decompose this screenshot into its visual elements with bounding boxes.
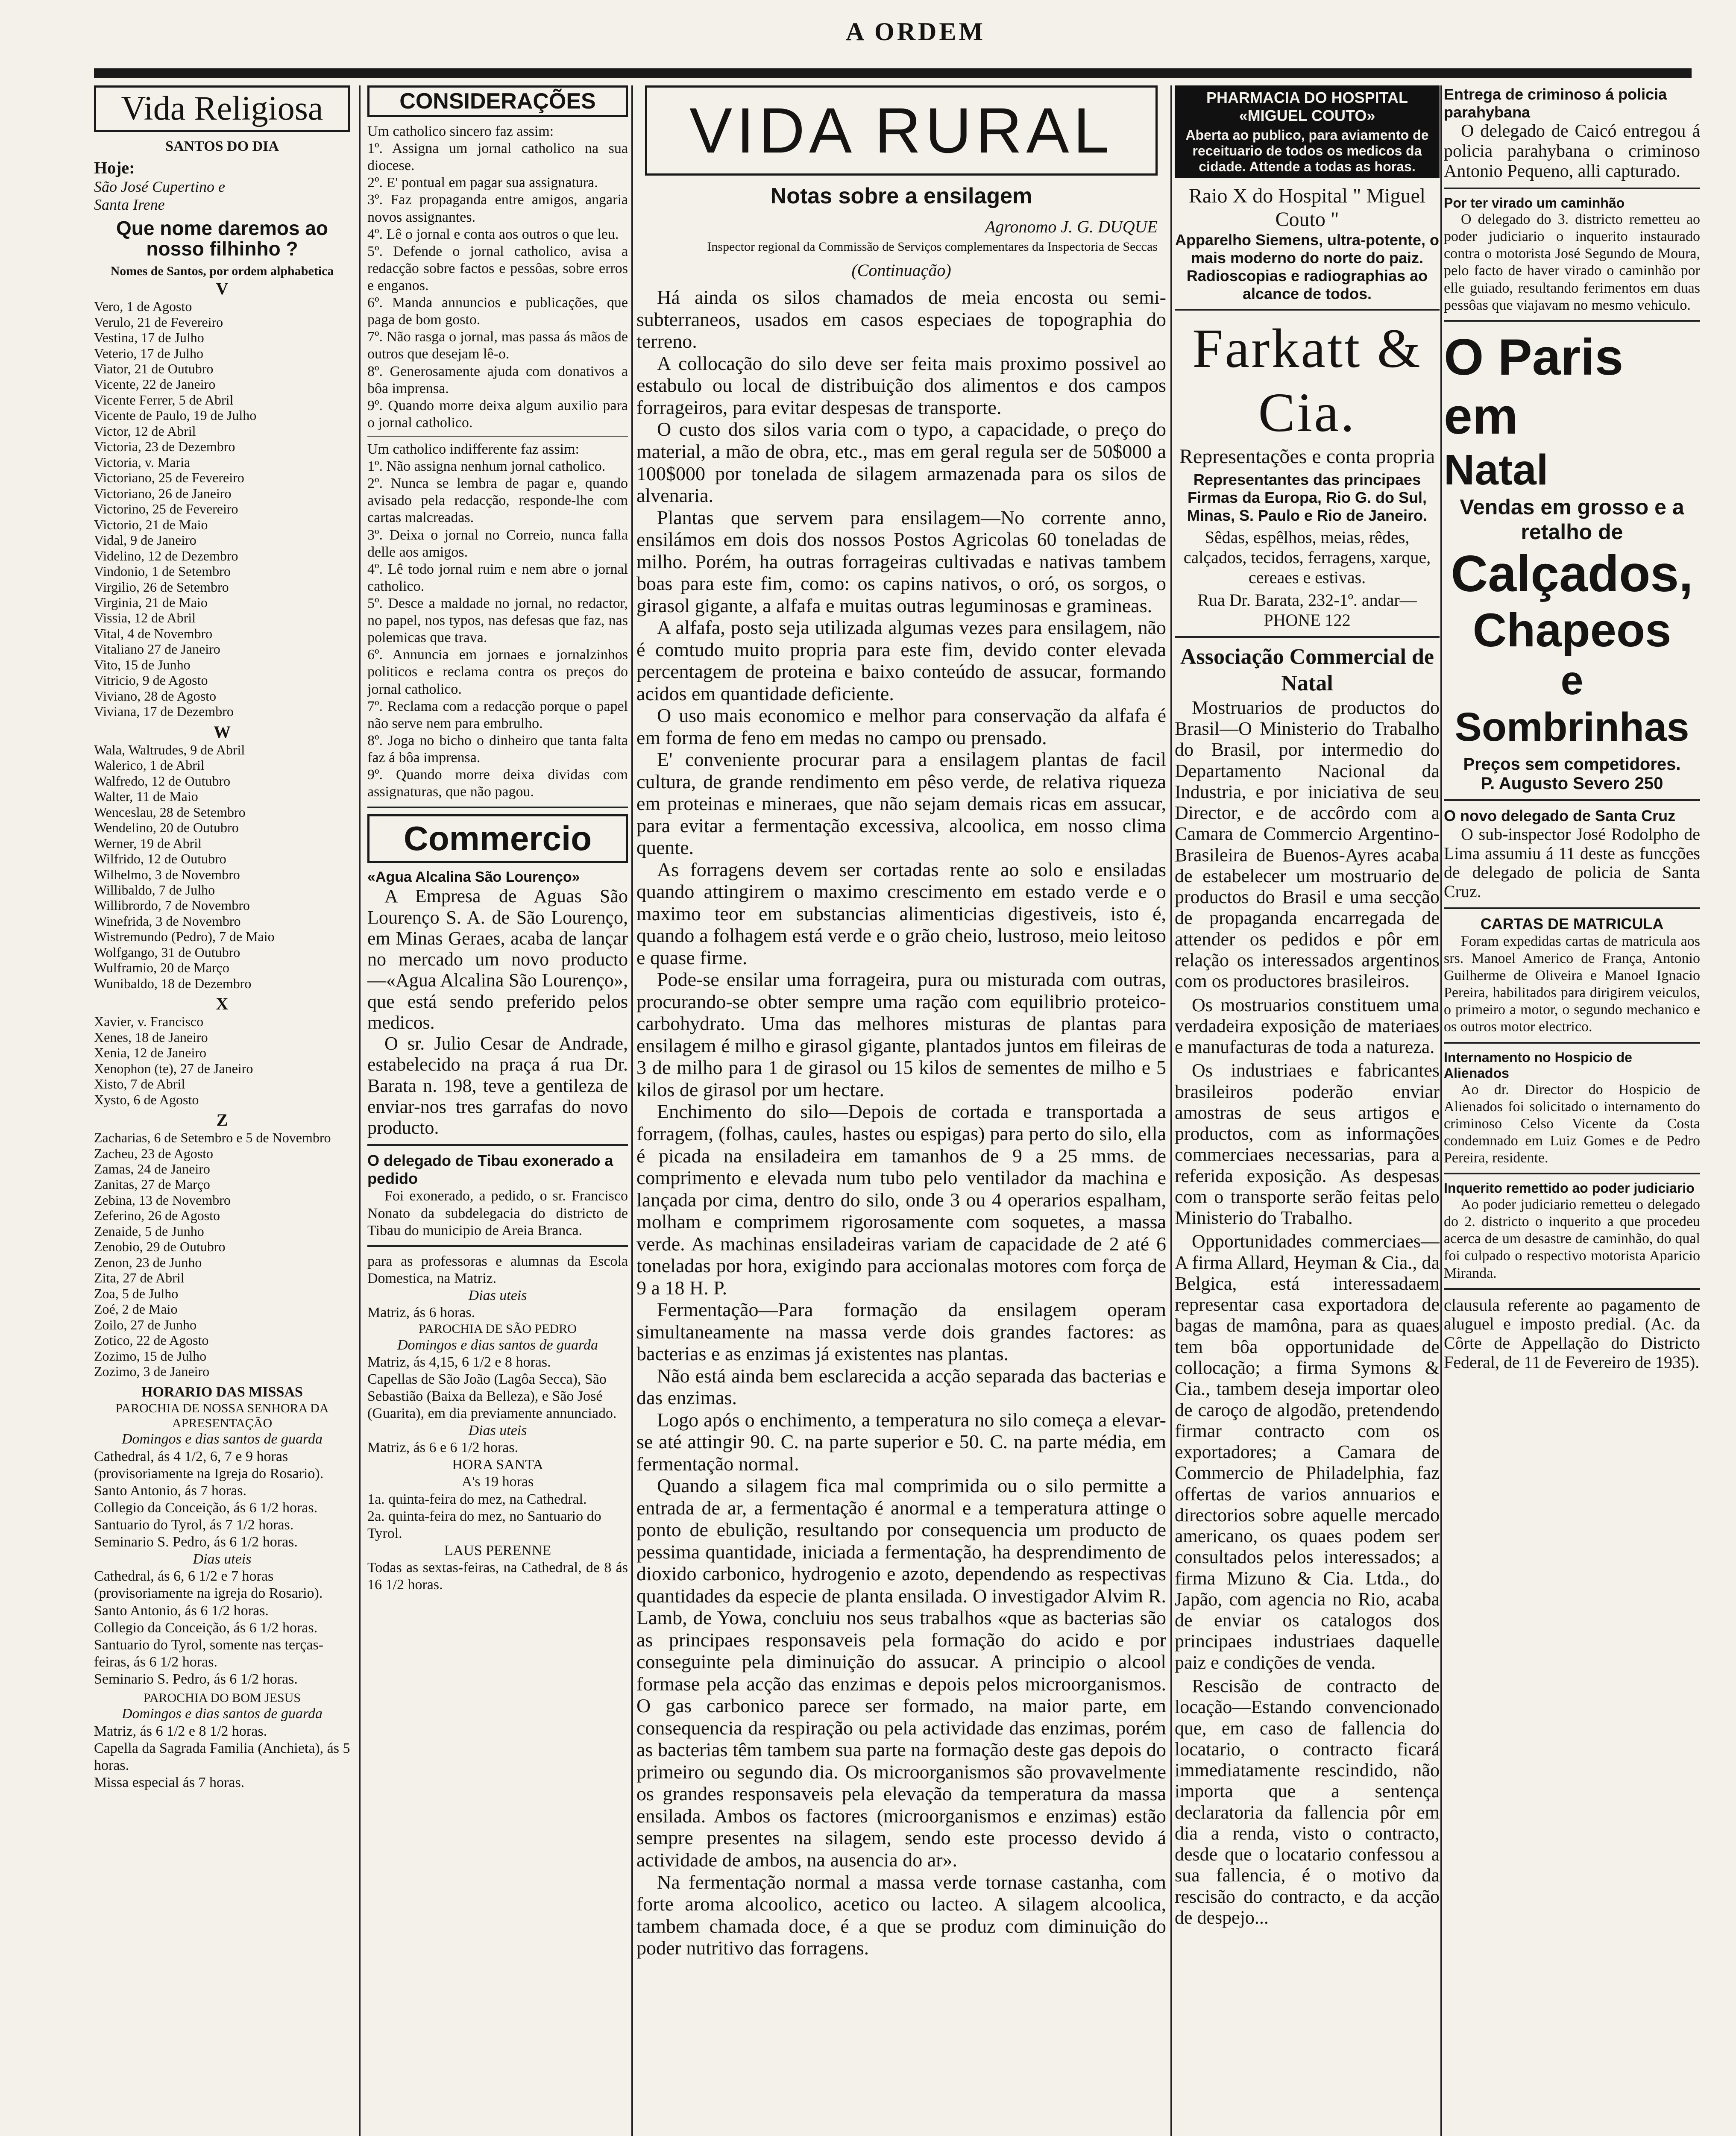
column-ads-assoc (1175, 85, 1440, 1931)
missa-entry: Santuario do Tyrol, ás 7 1/2 horas. (94, 1517, 294, 1533)
saint-entry: Zozimo, 3 de Janeiro (94, 1364, 210, 1379)
saint-entry: Vindonio, 1 de Setembro (94, 563, 231, 579)
saint-entry: Xisto, 7 de Abril (94, 1076, 185, 1092)
saint-entry: Victoria, v. Maria (94, 454, 191, 470)
letter-heading: X (216, 994, 229, 1014)
article-paragraph: Na fermentação normal a massa verde tornase castanha, com forte aroma alcoolico, acetico ou lacteo. A silagem alcoolica, tambem chamada doce, é a que se produz com diminuição do poder nutritivo das forragens. (636, 1871, 1166, 1959)
missa-entry: Collegio da Conceição, ás 6 1/2 horas. (94, 1620, 318, 1636)
column-consideracoes (367, 85, 628, 1593)
internamento-title: Internamento no Hospicio de Alienados (1444, 1049, 1632, 1081)
agua-text-2: O sr. Julio Cesar de Andrade, estabelecido na praça á rua Dr. Barata n. 198, teve a gentileza de enviar-nos tres garrafas do novo producto. (367, 1033, 628, 1138)
saint-entry: Xavier, v. Francisco (94, 1014, 204, 1030)
saint-list-z (94, 1130, 350, 1379)
assoc-paragraph: Os mostruarios constituem uma verdadeira exposição de materiaes e manufacturas de toda a natureza. (1175, 994, 1440, 1058)
article-paragraph: Enchimento do silo—Depois de cortada e transportada a forragem, (folhas, caules, hastes ou espigas) para perto do silo, ella é picada na ensiladeira em tamanhos de 9 a 25 mms. de comprimento e elevada num tubo pelo ventilador da machina e lançada por cima, dentro do silo, onde 3 ou 4 operarios espalham, molham e comprimem rigorosamente com soquetes, a massa verde. As machinas ensiladeiras variam de capacidade de 2 até 6 toneladas por hora, exigindo para accionalas motores com força de 9 a 18 H. P. (636, 1100, 1166, 1299)
article-paragraph: Não está ainda bem esclarecida a acção separada das bacterias e das enzimas. (636, 1364, 1166, 1409)
indifferente-intro: Um catholico indifferente faz assim: (367, 441, 579, 457)
dias-uteis-heading: Dias uteis (468, 1288, 527, 1303)
saint-entry: Xysto, 6 de Agosto (94, 1091, 199, 1107)
saint-entry: Zacheu, 23 de Agosto (94, 1145, 214, 1161)
missa-entry: Capellas de São João (Lagôa Secca), São Sebastião (Baixa da Belleza), e São José (Guarita), em dia previamente annunciado. (367, 1371, 617, 1422)
column-rule (631, 85, 633, 2136)
article-paragraph: E' conveniente procurar para a ensilagem plantas de facil cultura, de grande rendimento em pêso verde, de relativa riqueza em proteinas e mineraes, que não sejam demais ricas em assucar, para evitar a fermentação excessiva, alcoolica, em nosso clima quente. (636, 748, 1166, 859)
saint-entry: Victoria, 23 de Dezembro (94, 439, 235, 455)
consideracao-item: 5º. Defende o jornal catholico, avisa a redacção sobre factos e pessôas, sobre erros e enganos. (367, 243, 628, 293)
raiox-title: Raio X do Hospital " Miguel Couto " (1188, 185, 1426, 231)
consideracao-item: 9º. Quando morre deixa algum auxilio para o jornal catholico. (367, 397, 628, 431)
assoc-paragraph: Opportunidades commerciaes—A firma Allard, Heyman & Cia., da Belgica, está interessadaem representar casa exportadora de bagas de mamôna, para as quaes tem bôa opportunidade de collocação; a firma Symons & Cia., tambem deseja importar oleo de caroço de algodão, pretendendo firmar contracto com os exportadores; a Camara de Commercio de Philadelphia, faz offertas de varios annuarios e directorios sobre aquelle mercado americano, os quaes podem ser consultados pelos interessados; a firma Mizuno & Cia. Ltda., do Japão, com agencia no Rio, acaba de enviar os catalogos dos principaes industriaes daquelle paiz e condições de venda. (1175, 1231, 1440, 1673)
farkatt-rep: Representantes das principaes Firmas da Europa, Rio G. do Sul, Minas, S. Paulo e Rio de Janeiro. (1187, 471, 1428, 524)
parochia-heading: PAROCHIA DE NOSSA SENHORA DA APRESENTAÇÃO (115, 1401, 329, 1431)
paris-address: P. Augusto Severo 250 (1481, 774, 1663, 793)
assoc-body (1175, 697, 1440, 1928)
saint-entry: Virgilio, 26 de Setembro (94, 579, 229, 595)
article-paragraph: A collocação do silo deve ser feita mais proximo possivel ao estabulo ou local de distribuição dos alimentos e dos campos forrageiros, para evitar despesas de transporte. (636, 352, 1166, 418)
missas-list (94, 1448, 350, 1551)
novo-delegado-text: O sub-inspector José Rodolpho de Lima assumiu á 11 deste as funcções de delegado de policia de Santa Cruz. (1444, 824, 1700, 901)
indifferente-item: 6º. Annuncia em jornaes e jornalzinhos politicos e reclama contra os preços do jornal catholico. (367, 647, 628, 697)
matriz-time: Matriz, ás 6 e 6 1/2 horas. (367, 1440, 519, 1456)
saint-entry: Zeferino, 26 de Agosto (94, 1208, 220, 1224)
saint-entry: Zanitas, 27 de Março (94, 1177, 210, 1192)
cartas-title: CARTAS DE MATRICULA (1480, 915, 1664, 933)
saint-entry: Wulframio, 20 de Março (94, 960, 229, 976)
parochia-heading: PAROCHIA DO BOM JESUS (143, 1691, 301, 1705)
saint-entry: Wistremundo (Pedro), 7 de Maio (94, 929, 275, 945)
consideracao-item: 3º. Faz propaganda entre amigos, angaria novos assignantes. (367, 192, 628, 225)
atropelo-text: O delegado do 3. districto remetteu ao poder judiciario o inquerito instaurado contra o motorista José Segundo de Moura, pelo facto de haver virado o caminhão por elle guiado, resultando ferimentos em duas pessôas que viajavam no mesmo vehiculo. (1444, 211, 1700, 313)
agua-heading: «Agua Alcalina São Lourenço» (367, 869, 580, 886)
saint-entry: Veterio, 17 de Julho (94, 345, 203, 361)
saint-entry: Vicente, 22 de Janeiro (94, 376, 216, 392)
name-question: Que nome daremos ao nosso filhinho ? (116, 217, 328, 260)
missa-entry: Collegio da Conceição, ás 6 1/2 horas. (94, 1499, 318, 1516)
article-paragraph: Plantas que servem para ensilagem—No corrente anno, ensilámos em dois dos nossos Postos Agricolas 60 toneladas de milho. Porém, ha outras forrageiras cultivadas e nativas tambem boas para este fim, como: os capins nativos, o oró, os sorgos, o girasol gigante, a alfafa e muitas outras leguminosas e gramineas. (636, 506, 1166, 616)
saint-entry: Zebina, 13 de Novembro (94, 1192, 231, 1208)
saint-entry: Zotico, 22 de Agosto (94, 1332, 209, 1348)
saint-entry: Xenia, 12 de Janeiro (94, 1045, 207, 1061)
saint-entry: Victoriano, 25 de Fevereiro (94, 470, 244, 486)
saint-entry: Viviano, 28 de Agosto (94, 688, 217, 704)
saint-entry: Victorino, 25 de Fevereiro (94, 501, 238, 517)
indifferente-item: 7º. Reclama com a redacção porque o papel não serve nem para embrulho. (367, 698, 628, 731)
commercio-title: Commercio (403, 819, 592, 858)
missa-entry: Seminario S. Pedro, ás 6 1/2 horas. (94, 1534, 298, 1550)
saint-entry: Virginia, 21 de Maio (94, 595, 208, 610)
saint-entry: Vitricio, 9 de Agosto (94, 672, 208, 688)
saint-entry: Viviana, 17 de Dezembro (94, 704, 234, 719)
indifferente-item: 5º. Desce a maldade no jornal, no redactor, no papel, nos typos, nas defesas que faz, nas polemicas que trava. (367, 595, 628, 646)
indifferente-item: 3º. Deixa o jornal no Correio, nunca falla delle aos amigos. (367, 527, 628, 560)
consideracoes-list (367, 140, 628, 431)
domingos-heading: Domingos e dias santos de guarda (397, 1337, 598, 1353)
saint-entry: Victoriano, 26 de Janeiro (94, 485, 232, 501)
article-paragraph: Logo após o enchimento, a temperatura no silo começa a elevar-se até attingir 90. C. na parte superior e 50. C. na parte média, em fermentação normal. (636, 1408, 1166, 1475)
article-paragraph: Quando a silagem fica mal comprimida ou o silo permitte a entrada de ar, a fermentação é anormal e a temperatura attinge o ponto de ebulição, resultando por consequencia um producto de pessima quantidade, iniciada a fermentação, ha desprendimento de dioxido carbonico, hydrogenio e azoto, dependendo as respectivas quantidades da especie de planta ensilada. O investigador Alvim R. Lamb, de Yowa, concluiu nos seus trabalhos «que as bacterias são as principaes responsaveis pela formação do acido e por conseguinte pela diminuição do assucar. A principio o alcool formase pela acção das enzimas e depois pelos microorganismos. O gas carbonico parece ser formado, na maior parte, em consequencia da respiração ou pela actividade das enzimas, porém as bacterias têm tambem sua parte na formação deste gas depois do primeiro ou segundo dia. Os microorganismos são provavelmente os grandes responsaveis pela elevação da temperatura da massa ensilada. Ambos os factores (microorganismos e enzimas) estão sempre presentes na silagem, sendo este processo devido á actividade de ambos, na ausencia do ar». (636, 1475, 1166, 1871)
saint-entry: Willibaldo, 7 de Julho (94, 882, 215, 898)
pharmacia-title: PHARMACIA DO HOSPITAL «MIGUEL COUTO» (1206, 89, 1408, 124)
hora-santa-heading: HORA SANTA (452, 1457, 543, 1473)
article-author: Agronomo J. G. DUQUE (985, 217, 1158, 236)
saint-entry: Vissia, 12 de Abril (94, 610, 196, 626)
missa-entry: Matriz, ás 6 1/2 e 8 1/2 horas. (94, 1723, 267, 1739)
vida-rural-box (645, 85, 1158, 176)
consideracoes-intro: Um catholico sincero faz assim: (367, 123, 554, 139)
saint-entry: Wendelino, 20 de Outubro (94, 820, 239, 836)
letter-heading: Z (216, 1110, 228, 1130)
article-paragraph: Fermentação—Para formação da ensilagem operam simultaneamente na massa verde dois grandes factores: as bacterias e as enzimas já existentes nas plantas. (636, 1299, 1166, 1365)
hora-santa-item: 1a. quinta-feira do mez, na Cathedral. (367, 1491, 587, 1507)
farkatt-address: Rua Dr. Barata, 232-1º. andar—PHONE 122 (1197, 590, 1417, 630)
saint-entry: Vestina, 17 de Julho (94, 330, 204, 346)
horario-heading: HORARIO DAS MISSAS (141, 1384, 303, 1400)
saint-list-x (94, 1014, 350, 1107)
saint-entry: Walerico, 1 de Abril (94, 757, 205, 773)
indifferente-item: 9º. Quando morre deixa dividas com assignaturas, que não pagou. (367, 767, 628, 800)
assoc-paragraph: Rescisão de contracto de locação—Estando convencionado que, em caso de fallencia do locatario, o contracto ficará immediatamente rescindido, não importa que a sentença declaratoria da fallencia pôr em dia a renda, visto o contracto, desde que o locatario confessou a sua fallencia, é o motivo da rescisão do contracto, e da acção de despejo... (1175, 1675, 1440, 1928)
saint-entry: Wunibaldo, 18 de Dezembro (94, 975, 252, 991)
section-title: Vida Religiosa (121, 90, 323, 127)
entrega-title: Entrega de criminoso á policia parahybana (1444, 85, 1667, 121)
saint-entry: Verulo, 21 de Fevereiro (94, 314, 223, 330)
article-subtitle: Notas sobre a ensilagem (770, 184, 1032, 208)
dias-uteis-heading: Dias uteis (468, 1423, 527, 1439)
farkatt-title: Farkatt & Cia. (1192, 318, 1422, 443)
pharmacia-ad (1175, 85, 1440, 178)
indifferente-item: 4º. Lê todo jornal ruim e nem abre o jornal catholico. (367, 561, 628, 594)
missa-entry: Missa especial ás 7 horas. (94, 1774, 245, 1790)
assoc-title: Associação Commercial de Natal (1180, 645, 1434, 696)
saint-entry: Zoé, 2 de Maio (94, 1301, 178, 1317)
saint-entry: Zoilo, 27 de Junho (94, 1317, 196, 1332)
paris-calcados: Calçados, (1451, 545, 1693, 602)
saint-entry: Xenophon (te), 27 de Janeiro (94, 1060, 253, 1076)
pharmacia-text: Aberta ao publico, para aviamento de receituario de todos os medicos da cidade. Attende a todas as horas. (1185, 127, 1429, 174)
commercio-box (367, 814, 628, 863)
consideracoes-box (367, 85, 628, 117)
hora-santa-time: A's 19 horas (461, 1474, 534, 1490)
saint-entry: Viator, 21 de Outubro (94, 361, 214, 376)
saint-entry: Wilfrido, 12 de Outubro (94, 851, 226, 867)
entrega-text: O delegado de Caicó entregou á policia parahybana o criminoso Antonio Pequeno, alli capturado. (1444, 121, 1700, 182)
laus-heading: LAUS PERENNE (444, 1542, 551, 1558)
column-news (1444, 85, 1700, 1372)
paris-chapeos: Chapeos (1472, 604, 1671, 657)
saint-entry: Videlino, 12 de Dezembro (94, 548, 238, 563)
consideracao-item: 4º. Lê o jornal e conta aos outros o que leu. (367, 226, 619, 242)
column-rule (1440, 85, 1442, 2136)
letter-heading: W (214, 722, 231, 742)
article-paragraph: O custo dos silos varia com o typo, a capacidade, o preço do material, a mão de obra, etc., mas em geral regula ser de 50$000 a 100$000 por tonelada de silagem armazenada para os silos de alvenaria. (636, 418, 1166, 507)
header-rule (94, 68, 1692, 78)
inquerito-title: Inquerito remettido ao poder judiciario (1444, 1180, 1695, 1196)
saint-entry: Zozimo, 15 de Julho (94, 1348, 207, 1364)
saint-entry: Willibrordo, 7 de Novembro (94, 898, 250, 913)
column-rule (359, 85, 361, 2136)
saint-today: Santa Irene (94, 196, 165, 214)
assoc-paragraph: Mostruarios de productos do Brasil—O Ministerio do Trabalho do Brasil, por intermedio do Departamento Nacional da Industria, e por iniciativa de seu Director, e de accôrdo com a Camara de Commercio Argentino-Brasileira de Buenos-Ayres acaba de estabelecer um mostruario de productos do Brasil e uma secção de propaganda encarregada de attender os pedidos e pôr em relação os interessados argentinos com os productores brasileiros. (1175, 697, 1440, 992)
saint-entry: Vicente Ferrer, 5 de Abril (94, 392, 234, 408)
article-paragraph: Há ainda os silos chamados de meia encosta ou semi-subterraneos, usados em casos especiaes de topographia do terreno. (636, 286, 1166, 352)
missa-entry: Cathedral, ás 4 1/2, 6, 7 e 9 horas (provisoriamente na Igreja do Rosario). (94, 1448, 324, 1482)
missa-entry: Santuario do Tyrol, somente nas terças-feiras, ás 6 1/2 horas. (94, 1637, 324, 1670)
hoje-label: Hoje: (94, 158, 135, 178)
saint-entry: Wolfgango, 31 de Outubro (94, 944, 240, 960)
saint-entry: Vito, 15 de Junho (94, 657, 191, 672)
article-body (636, 286, 1166, 1959)
saint-list-w (94, 742, 350, 992)
domingos-heading: Domingos e dias santos de guarda (121, 1431, 323, 1447)
saint-entry: Zamas, 24 de Janeiro (94, 1161, 210, 1177)
saint-entry: Zacharias, 6 de Setembro e 5 de Novembro (94, 1130, 331, 1146)
tibau-text: Foi exonerado, a pedido, o sr. Francisco Nonato da subdelegacia do districto de Tibau do municipio de Areia Branca. (367, 1188, 628, 1238)
novo-delegado-title: O novo delegado de Santa Cruz (1444, 807, 1676, 824)
column-vida-religiosa (94, 85, 350, 1791)
indifferente-item: 2º. Nunca se lembra de pagar e, quando avisado pela redacção, responde-lhe com cartas malcreadas. (367, 475, 628, 526)
consideracao-item: 2º. E' pontual em pagar sua assignatura. (367, 175, 598, 191)
missa-entry: Capella da Sagrada Familia (Anchieta), ás 5 horas. (94, 1740, 350, 1773)
saint-entry: Vidal, 9 de Janeiro (94, 532, 196, 548)
indifferente-list (367, 458, 628, 801)
cartas-text: Foram expedidas cartas de matricula aos srs. Manoel Americo de França, Antonio Guilherme de Oliveira e Manoel Ignacio Pereira, habilitados para dirigirem veiculos, o primeiro a motor, o segundo mechanico e os outros motor electrico. (1444, 933, 1700, 1035)
assoc-paragraph: Os industriaes e fabricantes brasileiros poderão enviar amostras de seus artigos e productos, com as informações commerciaes necessarias, para a referida exposição. As despesas com o transporte serão feitas pelo Ministerio do Trabalho. (1175, 1060, 1440, 1229)
saint-entry: Vero, 1 de Agosto (94, 299, 192, 314)
internamento-text: Ao dr. Director do Hospicio de Alienados foi solicitado o internamento do criminoso Celso Vicente da Costa condemnado em Luiz Gomes e de Pedro Pereira, residente. (1444, 1081, 1700, 1166)
missas-uteis-list (94, 1568, 350, 1688)
paris-title: O Paris em (1444, 328, 1624, 445)
saint-entry: Zoa, 5 de Julho (94, 1285, 179, 1301)
santos-heading: SANTOS DO DIA (165, 138, 279, 154)
missa-entry: Santo Antonio, ás 7 horas. (94, 1482, 246, 1499)
agua-text: A Empresa de Aguas São Lourenço S. A. de São Lourenço, em Minas Geraes, acaba de lançar no mercado um novo producto—«Agua Alcalina São Lourenço», que está sendo preferido pelos medicos. (367, 886, 628, 1033)
saint-list-v (94, 299, 350, 719)
parochia-heading: PAROCHIA DE SÃO PEDRO (419, 1322, 577, 1336)
missa-entry: Seminario S. Pedro, ás 6 1/2 horas. (94, 1671, 298, 1687)
missas-list (94, 1723, 350, 1791)
paris-sombrinhas: e Sombrinhas (1454, 657, 1689, 750)
continuation-text: para as professoras e alumnas da Escola Domestica, na Matriz. (367, 1253, 628, 1286)
saint-entry: Victorio, 21 de Maio (94, 516, 208, 532)
saint-entry: Winefrida, 3 de Novembro (94, 913, 241, 929)
saint-entry: Zenaide, 5 de Junho (94, 1223, 204, 1239)
saint-entry: Wala, Waltrudes, 9 de Abril (94, 742, 245, 757)
saint-entry: Xenes, 18 de Janeiro (94, 1029, 208, 1045)
letter-heading: V (216, 279, 229, 299)
saint-entry: Zenobio, 29 de Outubro (94, 1239, 226, 1255)
saint-entry: Wilhelmo, 3 de Novembro (94, 866, 240, 882)
article-paragraph: As forragens devem ser cortadas rente ao solo e ensiladas quando attingirem o maximo crescimento em estado verde e o maximo teor em substancias alimenticias digestiveis, isto é, quando a folhagem está verde e o grão cheio, lustroso, meio leitoso e quase firme. (636, 858, 1166, 968)
newspaper-title: A ORDEM (846, 18, 985, 46)
saint-entry: Zita, 27 de Abril (94, 1270, 185, 1286)
dias-uteis-heading: Dias uteis (193, 1551, 252, 1567)
inquerito-text: Ao poder judiciario remetteu o delegado do 2. districto o inquerito a que procedeu acerca de um desastre de caminhão, do qual foi culpado o respectivo motorista Aparicio Miranda. (1444, 1197, 1700, 1281)
consideracao-item: 1º. Assigna um jornal catholico na sua diocese. (367, 141, 628, 174)
column-rule (1170, 85, 1172, 2136)
clausula-text: clausula referente ao pagamento de aluguel e imposto predial. (Ac. da Côrte de Appellação do Districto Federal, de 11 de Fevereiro de 1935). (1444, 1295, 1700, 1372)
saint-entry: Walfredo, 12 de Outubro (94, 773, 231, 789)
saint-entry: Vitaliano 27 de Janeiro (94, 641, 220, 657)
column-vida-rural (636, 85, 1166, 1959)
missa-entry: Cathedral, ás 6, 6 1/2 e 7 horas (provisoriamente na igreja do Rosario). (94, 1568, 323, 1602)
article-paragraph: O uso mais economico e melhor para conservação da alfafa é em forma de feno em medas no campo ou prensado. (636, 704, 1166, 748)
saint-entry: Walter, 11 de Maio (94, 789, 198, 804)
indifferente-item: 8º. Joga no bicho o dinheiro que tanta falta faz á bôa imprensa. (367, 732, 628, 766)
missa-entry: Matriz, ás 4,15, 6 1/2 e 8 horas. (367, 1354, 551, 1370)
missas-list (367, 1354, 628, 1422)
hora-santa-list (367, 1491, 628, 1542)
nomes-heading: Nomes de Santos, por ordem alphabetica (110, 264, 334, 278)
article-paragraph: Pode-se ensilar uma forrageira, pura ou misturada com outras, procurando-se obter sempre uma ração com equilibrio proteico-carbohydrato. Uma das melhores misturas de plantas para ensilagem é milho e girasol gigante, plantados juntos em fileiras de 3 de milho para 1 de girasol ou 15 kilos de sementes de milho e 5 kilos de girasol por um hectare. (636, 968, 1166, 1100)
saint-today: São José Cupertino e (94, 178, 225, 196)
consideracoes-title: CONSIDERAÇÕES (399, 89, 596, 114)
consideracao-item: 6º. Manda annuncios e publicações, que paga de bom gosto. (367, 295, 628, 328)
paris-vendas: Vendas em grosso e a retalho de (1460, 495, 1684, 544)
indifferente-item: 1º. Não assigna nenhum jornal catholico. (367, 458, 606, 475)
farkatt-goods: Sêdas, espêlhos, meias, rêdes, calçados, tecidos, ferragens, xarque, cereaes e estivas. (1183, 528, 1431, 587)
consideracao-item: 7º. Não rasga o jornal, mas passa ás mãos de outros que desejam lê-o. (367, 329, 628, 362)
saint-entry: Vital, 4 de Novembro (94, 625, 213, 641)
top-strip (0, 0, 1736, 73)
missa-entry: Santo Antonio, ás 6 1/2 horas. (94, 1602, 269, 1619)
consideracao-item: 8º. Generosamente ajuda com donativos a bôa imprensa. (367, 363, 628, 396)
saint-entry: Werner, 19 de Abril (94, 835, 202, 851)
laus-text: Todas as sextas-feiras, na Cathedral, de 8 ás 16 1/2 horas. (367, 1560, 628, 1593)
vida-rural-title: VIDA RURAL (689, 94, 1113, 166)
matriz-time: Matriz, ás 6 horas. (367, 1305, 475, 1321)
paris-natal: Natal (1444, 446, 1548, 494)
atropelo-title: Por ter virado um caminhão (1444, 195, 1625, 211)
farkatt-sub: Representações e conta propria (1179, 445, 1435, 468)
saint-entry: Zenon, 23 de Junho (94, 1254, 202, 1270)
vida-religiosa-box (94, 85, 350, 132)
saint-entry: Victor, 12 de Abril (94, 423, 196, 439)
paris-precos: Preços sem competidores. (1463, 754, 1681, 774)
continuacao: (Continuação) (851, 261, 951, 280)
raiox-text: Apparelho Siemens, ultra-potente, o mais moderno do norte do paiz. Radioscopias e radiographias ao alcance de todos. (1175, 231, 1440, 302)
domingos-heading: Domingos e dias santos de guarda (121, 1706, 323, 1722)
saint-entry: Wenceslau, 28 de Setembro (94, 804, 246, 820)
saint-entry: Vicente de Paulo, 19 de Julho (94, 408, 257, 423)
author-role: Inspector regional da Commissão de Serviços complementares da Inspectoria de Seccas (707, 240, 1158, 254)
article-paragraph: A alfafa, posto seja utilizada algumas vezes para ensilagem, não é comtudo muito propria para este fim, devido conter elevada percentagem de proteina e baixo conteúdo de assucar, formando acidos em quantidade deficiente. (636, 616, 1166, 704)
hora-santa-item: 2a. quinta-feira do mez, no Santuario do Tyrol. (367, 1508, 601, 1541)
tibau-heading: O delegado de Tibau exonerado a pedido (367, 1152, 613, 1188)
